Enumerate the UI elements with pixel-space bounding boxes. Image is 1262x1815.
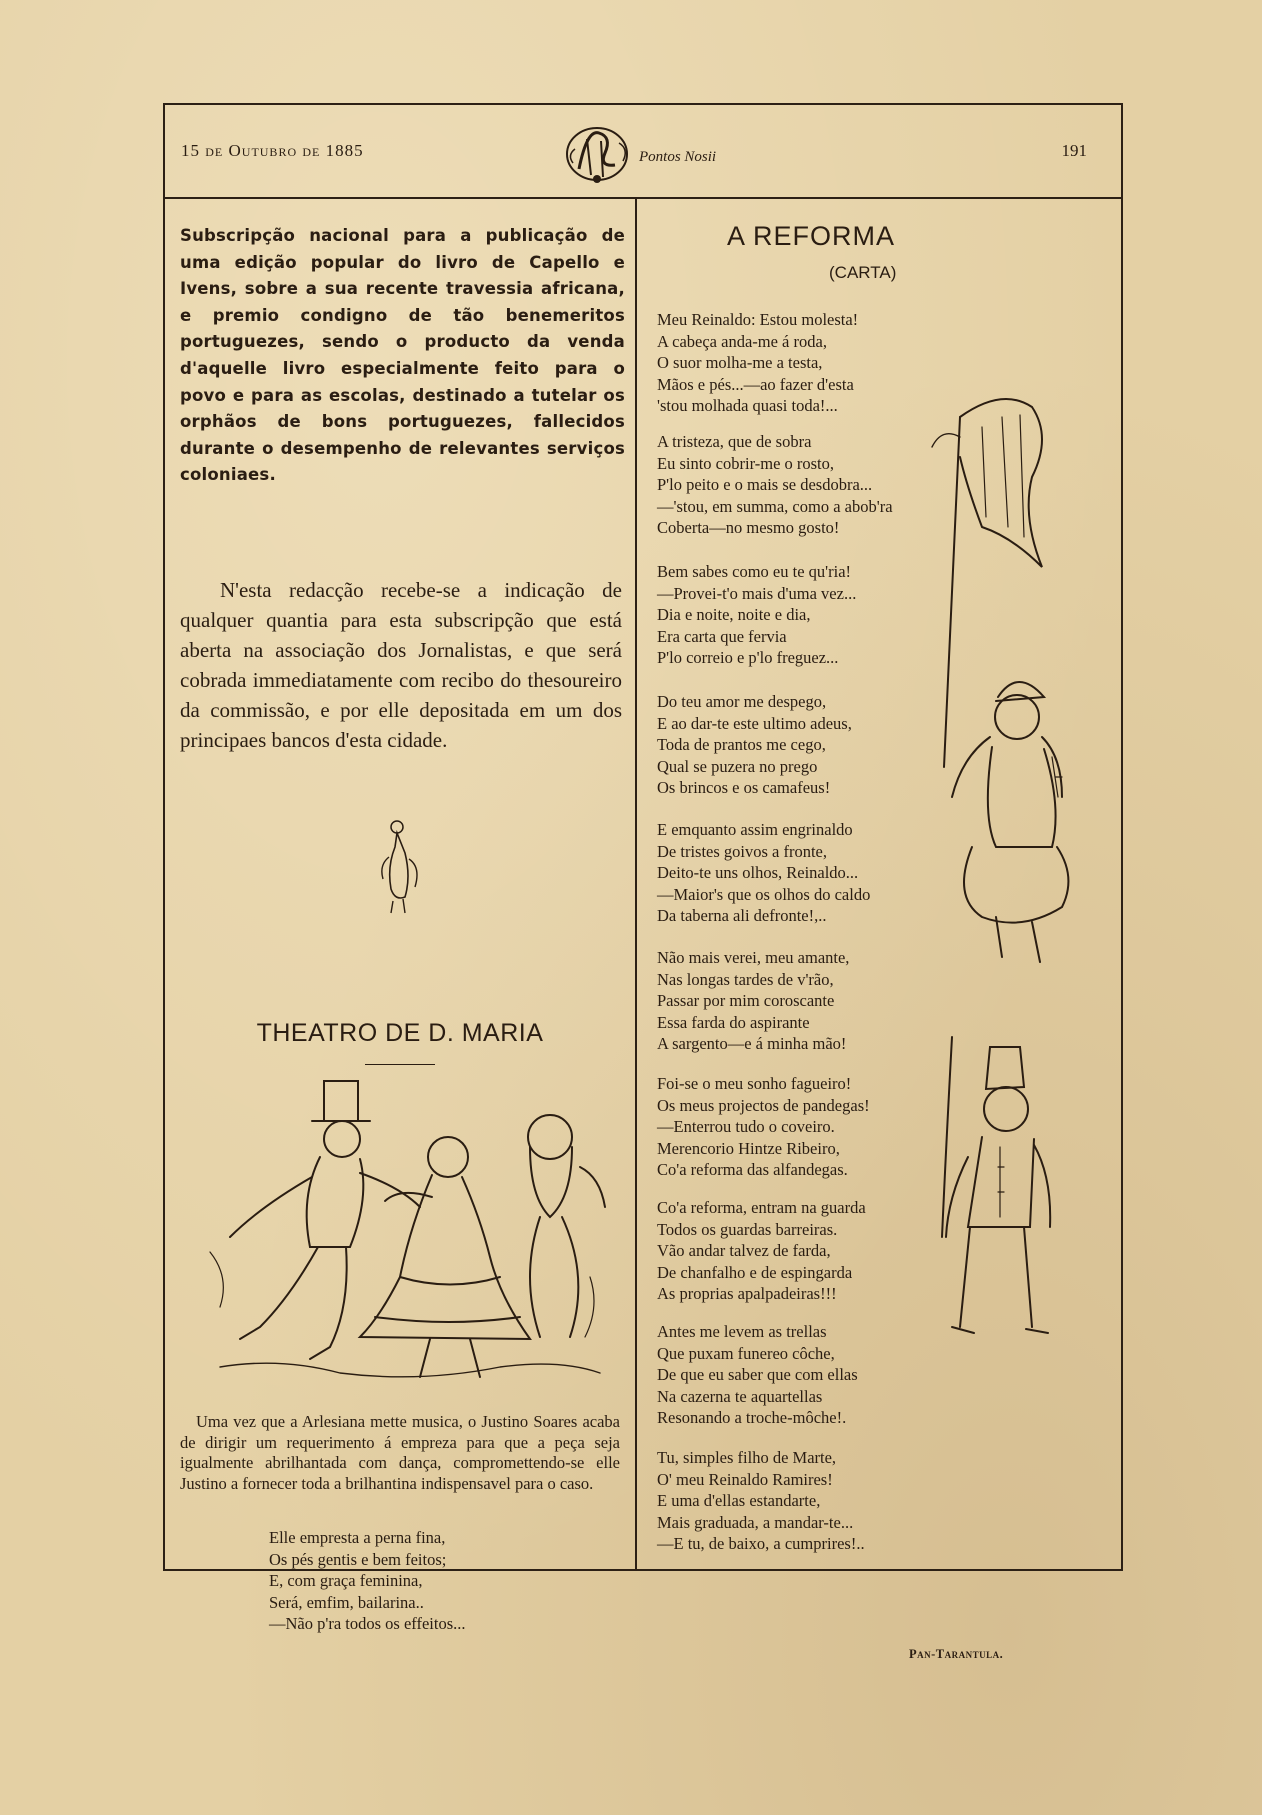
stanza-line: Os meus projectos de pandegas! (657, 1095, 870, 1115)
reforma-subtitle: (CARTA) (829, 263, 897, 282)
stanza-line: Não mais verei, meu amante, (657, 948, 850, 967)
stanza-line: Vão andar talvez de farda, (657, 1241, 831, 1260)
stanza-line: De chanfalho e de espingarda (657, 1262, 853, 1282)
stanza (657, 691, 852, 799)
stanza-line: —Enterrou tudo o coveiro. (657, 1117, 835, 1136)
stanza-line: Deito-te uns olhos, Reinaldo... (657, 863, 859, 882)
stanza-line: Co'a reforma das alfandegas. (657, 1160, 848, 1179)
page-number: 191 (1061, 141, 1087, 160)
stanza-line: De que eu saber que com ellas (657, 1365, 858, 1384)
stanza-line: A sargento—e á minha mão! (657, 1034, 847, 1053)
stanza-line: P'lo correio e p'lo freguez... (657, 648, 839, 667)
stanza (657, 431, 893, 539)
verse-line: —Não p'ra todos os effeitos... (269, 1614, 466, 1633)
ornament-figure-icon (365, 817, 435, 917)
stanza-line: Passar por mim coroscante (657, 991, 835, 1010)
masthead-logo (557, 119, 747, 189)
stanza-line: Toda de prantos me cego, (657, 735, 826, 754)
stanza (657, 1073, 870, 1181)
stanza-line: Resonando a troche-môche!. (657, 1408, 847, 1427)
stanza-line: A cabeça anda-me á roda, (657, 331, 827, 351)
stanza-line: Nas longas tardes de v'rão, (657, 969, 834, 989)
stanza-line: 'stou molhada quasi toda!... (657, 396, 838, 415)
stanza-line: Dia e noite, noite e dia, (657, 605, 811, 624)
signature: Pan-Tarantula. (909, 1647, 1004, 1661)
verse-line: Elle empresta a perna fina, (269, 1528, 446, 1547)
stanza-line: Essa farda do aspirante (657, 1012, 810, 1032)
stanza-line: Co'a reforma, entram na guarda (657, 1198, 866, 1217)
verse-line: E, com graça feminina, (269, 1571, 423, 1590)
stanza-line: Do teu amor me despego, (657, 692, 827, 711)
dancing-figures-illustration (200, 1077, 610, 1397)
stanza-line: Na cazerna te aquartellas (657, 1386, 823, 1406)
left-column (165, 197, 635, 1633)
stanza-line: —E tu, de baixo, a cumprires!.. (657, 1534, 865, 1553)
stanza-line: —Maior's que os olhos do caldo (657, 884, 871, 904)
subscription-heading: Subscripção nacional para a publicação de uma edição popular do livro de Capello e Ivens, sobre a sua recente travessia africana, e premio condigno de tão benemeritos portuguezes, sendo o producto da venda d'aquelle livro especialmente feito para o povo e para as escolas, destinado a tutelar os orphãos de bons portuguezes, fallecidos durante o desempenho de relevantes serviços coloniaes. (180, 226, 625, 485)
verse-line: Os pés gentis e bem feitos; (269, 1549, 447, 1569)
stanza-line: —Provei-t'o mais d'uma vez... (657, 583, 857, 603)
stanza-line: Os brincos e os camafeus! (657, 778, 831, 797)
stanza-line: Antes me levem as trellas (657, 1322, 827, 1341)
stanza-line: E uma d'ellas estandarte, (657, 1491, 821, 1510)
stanza-line: E emquanto assim engrinaldo (657, 820, 853, 839)
page-frame (163, 103, 1123, 1661)
stanza-line: Tu, simples filho de Marte, (657, 1448, 837, 1467)
theatre-title: THEATRO DE D. MARIA (256, 1019, 544, 1047)
stanza-line: Mãos e pés...—ao fazer d'esta (657, 374, 854, 394)
stanza-line: —'stou, em summa, como a abob'ra (657, 496, 893, 516)
stanza (657, 947, 849, 1055)
stanza-line: Mais graduada, a mandar-te... (657, 1512, 854, 1532)
stanza-line: Eu sinto cobrir-me o rosto, (657, 453, 835, 473)
stanza-line: Foi-se o meu sonho fagueiro! (657, 1074, 852, 1093)
stanza-line: E ao dar-te este ultimo adeus, (657, 713, 852, 733)
stanza-line: As proprias apalpadeiras!!! (657, 1284, 837, 1303)
subscription-body: N'esta redacção recebe-se a indicação de qualquer quantia para esta subscripção que está aberta na associação dos Jornalistas, e que será cobrada immediatamente com recibo do thesoureiro da commissão, e por elle depositada em um dos principaes bancos d'esta cidade. (180, 578, 622, 752)
stanza-line: Merencorio Hintze Ribeiro, (657, 1138, 840, 1158)
stanza (657, 561, 856, 669)
stanza-line: Bem sabes como eu te qu'ria! (657, 562, 852, 581)
woman-with-flag-illustration (912, 377, 1077, 997)
stanza-line: Qual se puzera no prego (657, 756, 818, 776)
stanza-line: O suor molha-me a testa, (657, 353, 823, 372)
stanza-line: Era carta que fervia (657, 626, 787, 646)
verse-line: Será, emfim, bailarina.. (269, 1592, 424, 1612)
page-header (165, 105, 1121, 199)
reforma-title: A REFORMA (727, 221, 896, 251)
stanza (657, 1447, 865, 1555)
stanza-line: P'lo peito e o mais se desdobra... (657, 475, 873, 494)
header-date: 15 de Outubro de 1885 (181, 141, 364, 160)
stanza-line: De tristes goivos a fronte, (657, 841, 828, 861)
stanza (657, 1197, 866, 1305)
stanza-line: Que puxam funereo côche, (657, 1343, 835, 1363)
stanza-line: Todos os guardas barreiras. (657, 1219, 838, 1239)
stanza-line: A tristeza, que de sobra (657, 432, 812, 451)
stanza (657, 1321, 858, 1429)
stanza (657, 819, 870, 927)
right-column (637, 197, 1121, 1661)
title-rule (365, 1064, 435, 1065)
soldier-with-sword-illustration (912, 1027, 1077, 1407)
stanza-line: O' meu Reinaldo Ramires! (657, 1469, 833, 1489)
theatre-text: Uma vez que a Arlesiana mette musica, o Justino Soares acaba de dirigir um requerimento á empreza para que a peça seja igualmente abrilhantada com dança, compromettendo-se elle Justino a fornecer toda a brilhantina indispensavel para o caso. (180, 1412, 620, 1493)
stanza (657, 309, 858, 417)
theatre-verse (269, 1527, 466, 1635)
stanza-line: Meu Reinaldo: Estou molesta! (657, 310, 859, 329)
stanza-line: Coberta—no mesmo gosto! (657, 518, 840, 537)
stanza-line: Da taberna ali defronte!,.. (657, 906, 827, 925)
masthead-title: Pontos Nosii (639, 149, 717, 165)
